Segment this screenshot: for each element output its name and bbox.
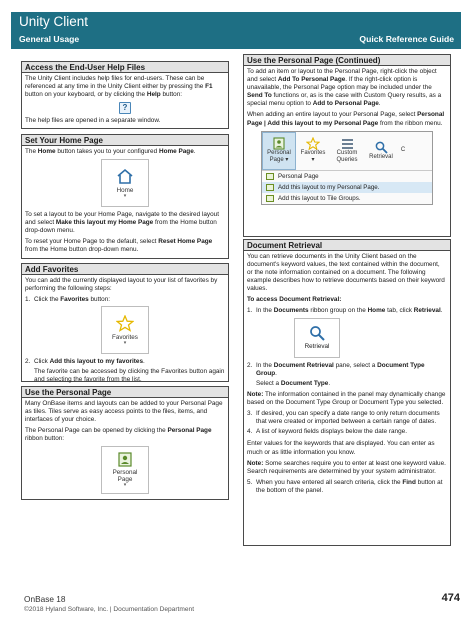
retrieval-step-3: 3. If desired, you can specify a date range to only return documents that were created or imported between a certain range of dates. (247, 410, 440, 426)
home-page-reset-instructions: To reset your Home Page to the default, select Reset Home Page from the Home button drop-down menu. (25, 238, 213, 254)
personal-page-section (21, 386, 229, 500)
home-icon (116, 168, 134, 185)
personal-page-button-label: Personal Page (112, 469, 138, 484)
help-icon[interactable]: ? (119, 102, 131, 114)
ribbon-bar (262, 132, 432, 171)
menu-item-add-layout-personal-page[interactable]: Add this layout to my Personal Page. (262, 182, 432, 193)
retrieval-step-1: 1. In the Documents ribbon group on the Home tab, click Retrieval. (247, 306, 443, 314)
menu-item-personal-page[interactable]: Personal Page (262, 171, 432, 182)
retrieval-note-1: Note: The information contained in the panel may dynamically change based on the Document Type Group or Document Type you selected. (247, 390, 446, 407)
favorites-section (21, 263, 229, 382)
add-icon (266, 184, 274, 191)
personal-page-layout-instructions: When adding an entire layout to your Personal Page, select Personal Page | Add this layout to my Personal Page from the ribbon menu. (247, 111, 445, 127)
document-title: Unity Client (19, 14, 89, 29)
ribbon-screenshot (261, 131, 433, 205)
ribbon-cut-off-button[interactable]: C (400, 147, 406, 154)
personal-page-icon (266, 173, 274, 180)
personal-page-open-instructions: The Personal Page can be opened by clicking the Personal Page ribbon button: (25, 427, 212, 443)
ribbon-favorites-button[interactable]: Favorites ▾ (296, 132, 330, 170)
retrieval-step-2-note: Select a Document Type. (256, 379, 331, 387)
personal-page-continued-heading: Use the Personal Page (Continued) (244, 55, 450, 66)
home-page-heading: Set Your Home Page (22, 135, 228, 146)
retrieval-button-label: Retrieval (304, 342, 330, 350)
favorites-intro: You can add the currently displayed layout to your list of favorites by performing the following steps: (25, 277, 218, 293)
star-icon (116, 315, 134, 332)
retrieval-intro: You can retrieve documents in the Unity Client based on the document's keyword values, the text contained within the document, or the note information contained on a document. The following example describes how to retrieve documents based on their keyword values. (247, 253, 445, 293)
chevron-down-icon: ▾ (123, 192, 127, 199)
favorites-step-2: 2. Click Add this layout to my favorites. (25, 358, 145, 366)
personal-page-icon (118, 452, 132, 467)
guide-type: Quick Reference Guide (359, 34, 454, 44)
document-retrieval-section (243, 239, 451, 546)
favorites-step-2-note: The favorite can be accessed by clicking the Favorites button again and selecting the favorite from the list. (34, 368, 225, 384)
personal-page-add-instructions: To add an item or layout to the Personal Page, right-click the object and select Add To Personal Page. If the right-click option is unavailable, the Personal Page option may be included under the Send To functions or, as is the case with Custom Query results, as a special menu option to Add to Personal Page. (247, 68, 442, 108)
home-page-set-instructions: To set a layout to be your Home Page, navigate to the desired layout and select Make this layout my Home Page from the Home button drop-down menu. (25, 211, 219, 235)
help-files-heading: Access the End-User Help Files (22, 62, 228, 73)
page-number: 474 (441, 592, 460, 604)
retrieval-button[interactable] (294, 318, 340, 358)
help-files-note: The help files are opened in a separate window. (25, 117, 161, 125)
favorites-heading: Add Favorites (22, 264, 228, 275)
personal-page-heading: Use the Personal Page (22, 387, 228, 398)
favorites-button-label: Favorites (112, 333, 138, 341)
footer-copyright: ©2018 Hyland Software, Inc. | Documentation Department (24, 606, 195, 613)
help-files-paragraph: The Unity Client includes help files for end-users. These can be referenced at any time in the Unity Client either by pressing the F1 button on your keyboard, or by clicking the Help button: (25, 75, 213, 99)
list-icon (341, 138, 354, 150)
favorites-step-1: 1. Click the Favorites button: (25, 296, 111, 304)
help-files-section (21, 61, 229, 129)
home-button[interactable] (101, 159, 149, 207)
retrieval-enter-values: Enter values for the keywords that are displayed. You can enter as much or as little information you know. (247, 440, 435, 456)
ribbon-personal-page-button[interactable]: Personal Page ▾ (262, 132, 296, 170)
ribbon-retrieval-button[interactable]: Retrieval (364, 132, 398, 170)
document-subtitle: General Usage (19, 34, 80, 44)
personal-page-icon (273, 137, 285, 150)
home-button-label: Home (116, 186, 134, 194)
retrieval-step-4: 4. A list of keyword fields displays below the date range. (247, 428, 407, 436)
header-banner (11, 12, 461, 49)
chevron-down-icon: ▾ (123, 339, 127, 346)
home-page-intro: The Home button takes you to your configured Home Page. (25, 148, 196, 155)
footer-product: OnBase 18 (24, 594, 66, 604)
document-retrieval-heading: Document Retrieval (244, 240, 450, 251)
chevron-down-icon: ▾ (123, 482, 127, 489)
retrieval-subheading: To access Document Retrieval: (247, 296, 342, 304)
personal-page-continued-section (243, 54, 451, 237)
retrieval-note-2: Note: Some searches require you to enter at least one keyword value. Search requirements are determined by your system administrator. (247, 459, 446, 475)
home-page-section (21, 134, 229, 259)
tile-group-icon (266, 195, 274, 202)
retrieval-step-5: 5. When you have entered all search criteria, click the Find button at the bottom of the panel. (247, 478, 443, 494)
personal-page-button[interactable] (101, 446, 149, 494)
star-icon (306, 137, 320, 150)
menu-item-add-layout-tile-groups[interactable]: Add this layout to Tile Groups. (262, 193, 432, 204)
ribbon-custom-queries-button[interactable]: Custom Queries (330, 132, 364, 170)
personal-page-intro: Many OnBase items and layouts can be added to your Personal Page as tiles. Tiles serve as easy access points to the files, items, and interfaces of your choice. (25, 400, 223, 424)
magnifier-icon (309, 325, 325, 341)
retrieval-step-2: 2. In the Document Retrieval pane, select a Document Type Group. (247, 361, 425, 377)
magnifier-icon (375, 141, 388, 154)
favorites-button[interactable] (101, 306, 149, 354)
